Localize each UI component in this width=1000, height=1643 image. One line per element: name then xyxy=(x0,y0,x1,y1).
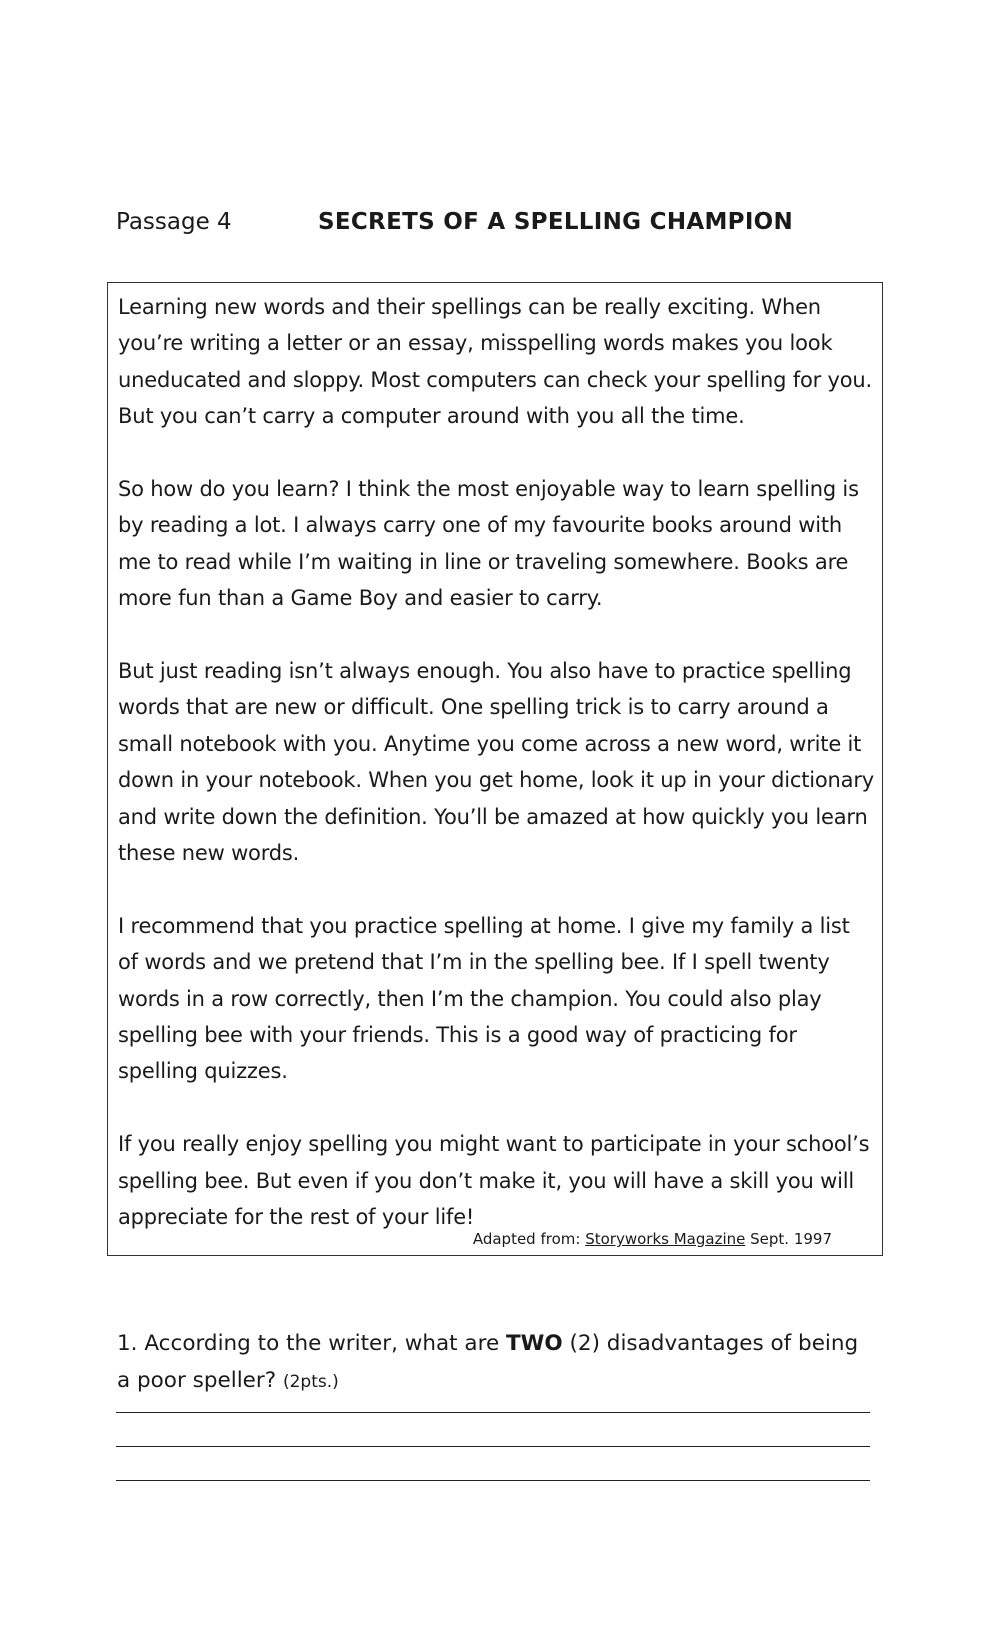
attribution-prefix: Adapted from: xyxy=(472,1230,586,1248)
page-header xyxy=(116,204,896,240)
question-1 xyxy=(117,1325,877,1401)
question-lead: 1. According to the writer, what are xyxy=(117,1331,507,1356)
attribution-source: Storyworks Magazine xyxy=(585,1230,746,1248)
answer-line-2[interactable] xyxy=(116,1446,870,1447)
page-title: SECRETS OF A SPELLING CHAMPION xyxy=(318,209,794,235)
attribution-date: Sept. 1997 xyxy=(745,1230,832,1248)
passage-text xyxy=(118,289,874,1236)
answer-line-3[interactable] xyxy=(116,1480,870,1481)
passage-paragraph-4: I recommend that you practice spelling at home. I give my family a list of words and we pretend that I’m in the spelling bee. If I spell twenty words in a row correctly, then I’m the champion. You could also play spelling bee with your friends. This is a good way of practicing for spelling quizzes. xyxy=(118,913,850,1084)
question-rest: (2) disadvantages of being a poor speller? xyxy=(117,1331,859,1393)
passage-box xyxy=(107,282,883,1256)
attribution xyxy=(473,1229,832,1249)
passage-paragraph-1: Learning new words and their spellings can be really exciting. When you’re writing a letter or an essay, misspelling words makes you look uneducated and sloppy. Most computers can check your spelling for you. But you can’t carry a computer around with you all the time. xyxy=(118,295,872,429)
passage-paragraph-5: If you really enjoy spelling you might want to participate in your school’s spelling bee. But even if you don’t make it, you will have a skill you will appreciate for the rest of your life! xyxy=(118,1132,870,1230)
passage-paragraph-3: But just reading isn’t always enough. You also have to practice spelling words that are new or difficult. One spelling trick is to carry around a small notebook with you. Anytime you come across a new word, write it down in your notebook. When you get home, look it up in your dictionary and write down the definition. You’ll be amazed at how quickly you learn these new words. xyxy=(118,659,874,866)
passage-label: Passage 4 xyxy=(116,209,232,235)
passage-paragraph-2: So how do you learn? I think the most enjoyable way to learn spelling is by reading a lot. I always carry one of my favourite books around with me to read while I’m waiting in line or traveling somewhere. Books are more fun than a Game Boy and easier to carry. xyxy=(118,477,859,611)
answer-line-1[interactable] xyxy=(116,1412,870,1413)
question-emphasis: TWO xyxy=(506,1331,563,1356)
question-points: (2pts.) xyxy=(282,1372,339,1392)
